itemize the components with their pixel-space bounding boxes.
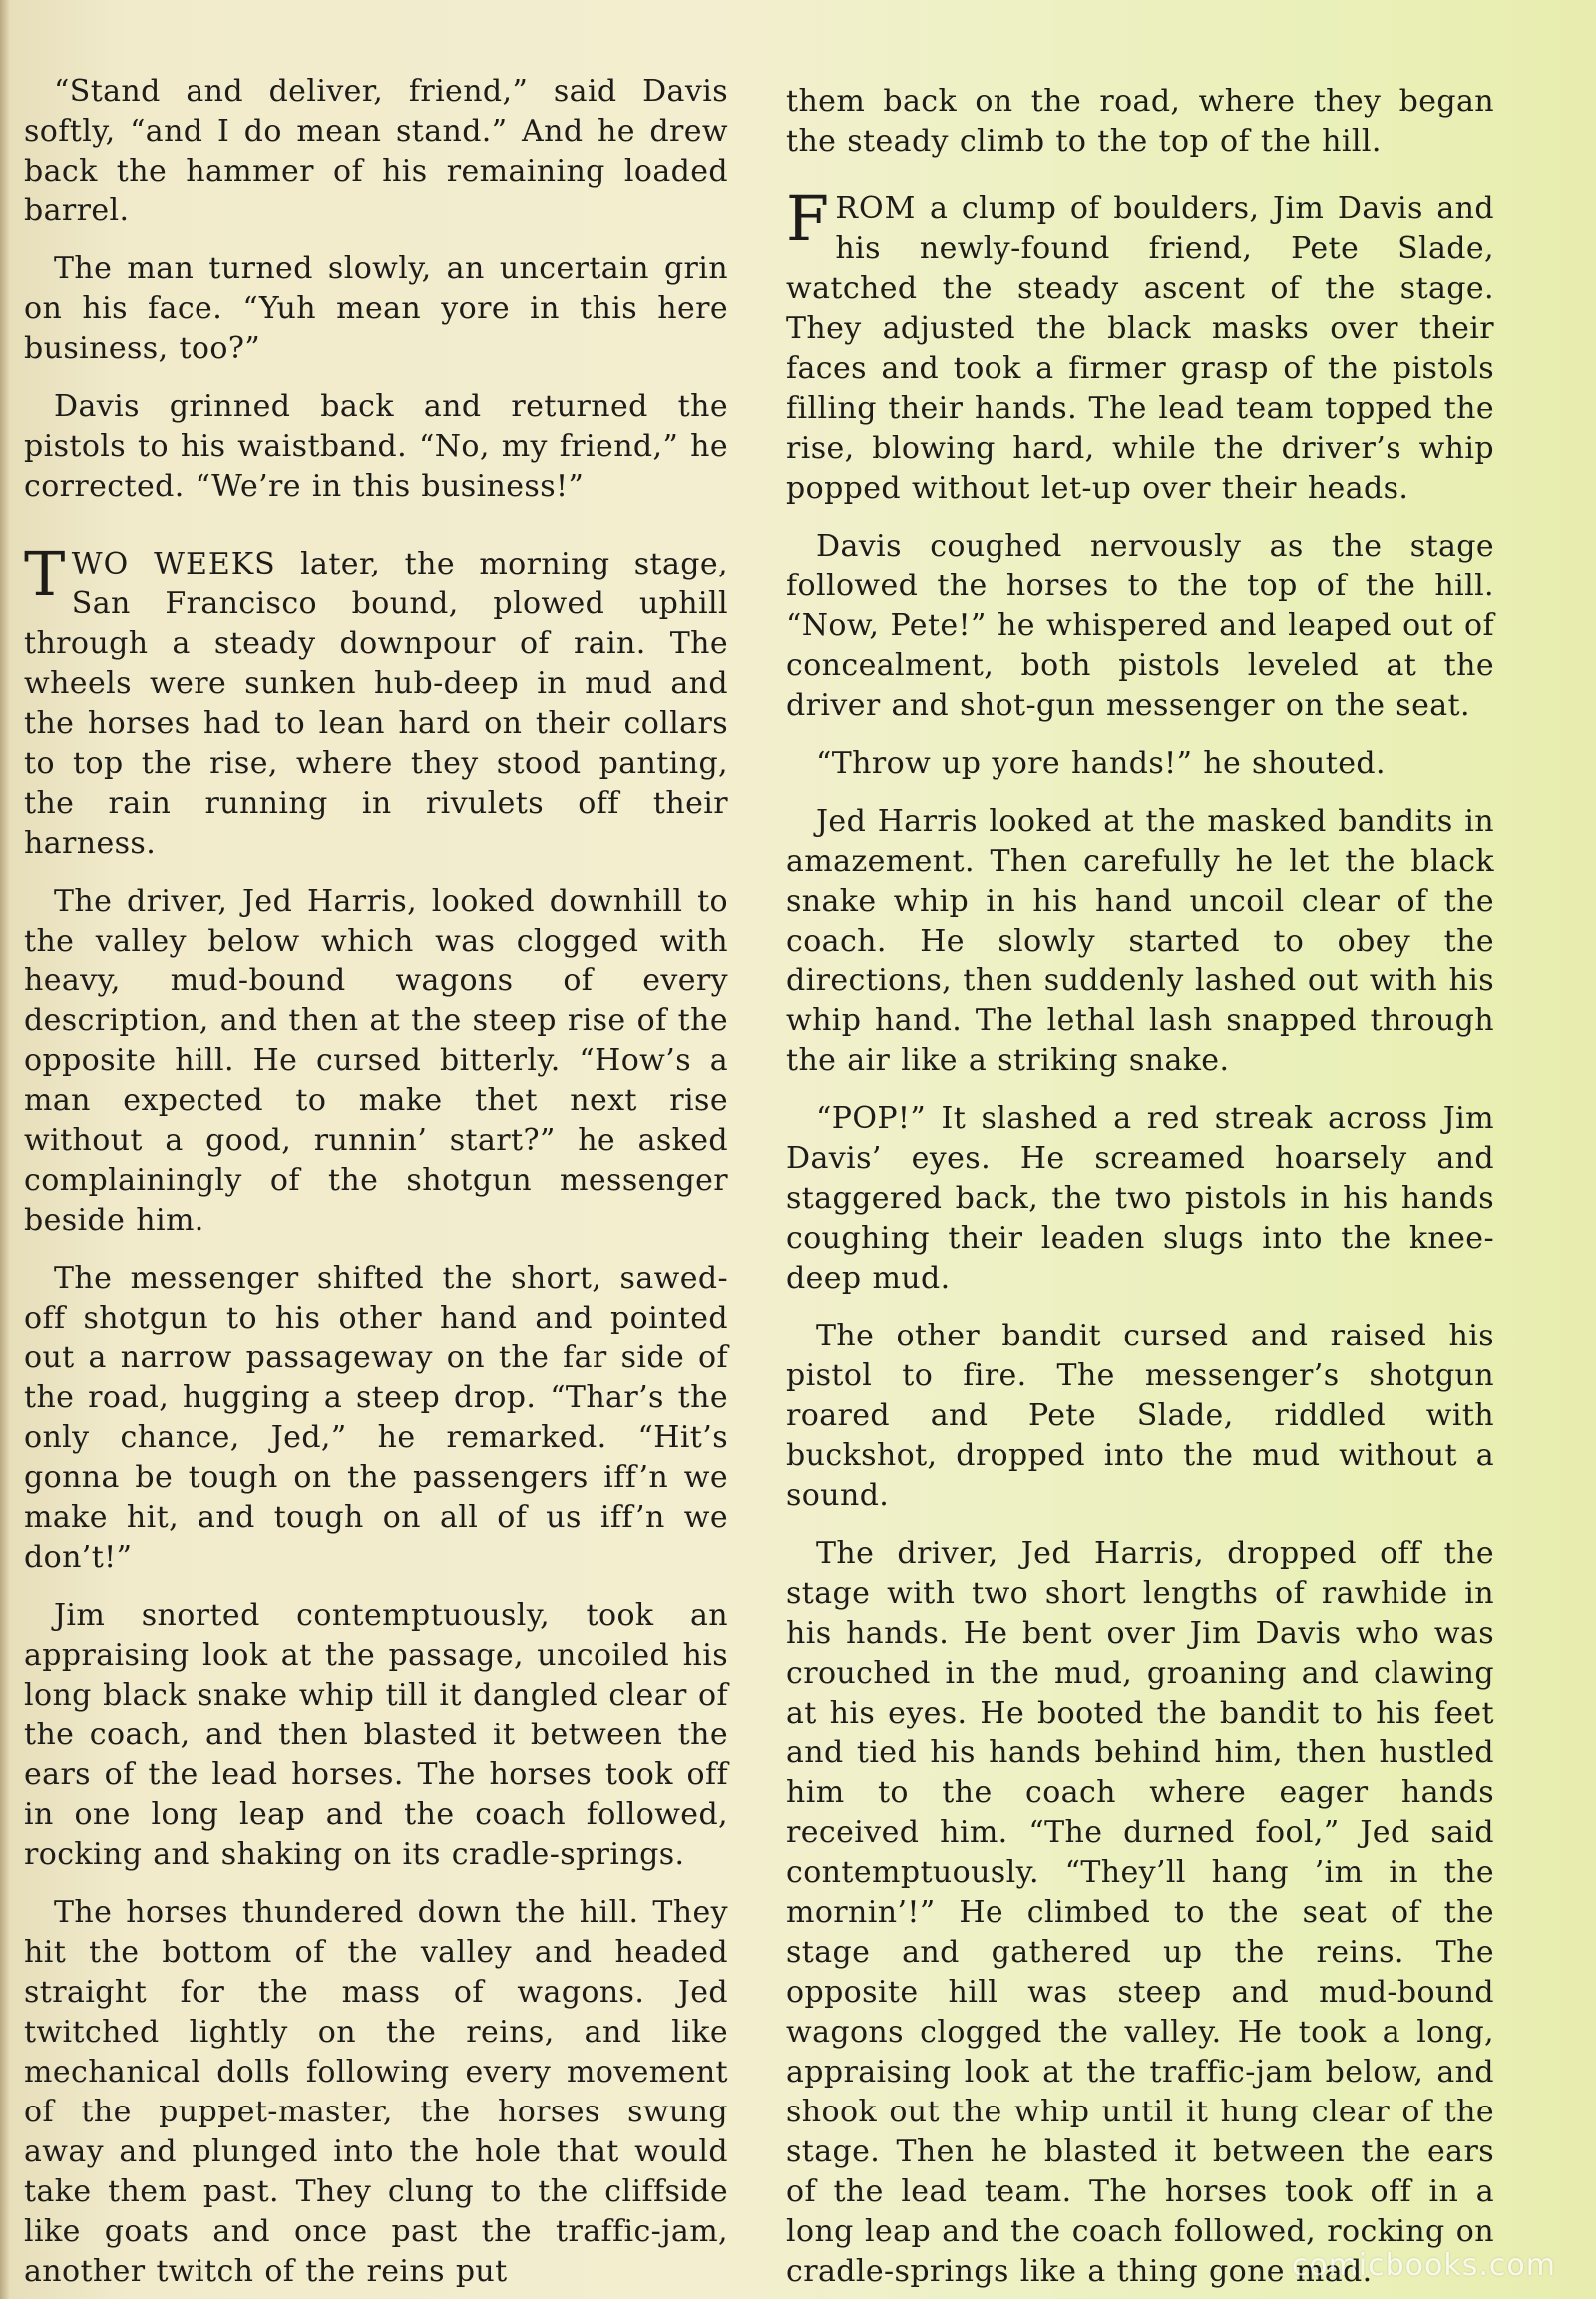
lead-in-text: WO WEEKS [71, 547, 276, 581]
paragraph: The messenger shifted the short, sawed-off shotgun to his other hand and pointed out a narrow passageway on the far side of the road, hugging a steep drop. “Thar’s the only chance, Jed,” he remarked. “Hit’s gonna be tough on the passengers iff’n we make hit, and tough on all of us iff’n we don’t!” [24, 1261, 728, 1575]
paragraph: Davis grinned back and returned the pistols to his waistband. “No, my friend,” he corrected. “We’re in this business!” [24, 389, 728, 504]
drop-cap: F [786, 183, 830, 255]
paragraph: “Stand and deliver, friend,” said Davis softly, “and I do mean stand.” And he drew back the hammer of his remaining loaded barrel. [24, 74, 728, 228]
left-column [24, 72, 728, 2299]
paragraph: Davis coughed nervously as the stage followed the horses to the top of the hill. “Now, Pete!” he whispered and leaped out of concealment, both pistols leveled at the driver and shot-gun messenger on the seat. [786, 529, 1494, 723]
paragraph: The driver, Jed Harris, looked downhill to the valley below which was clogged with heavy, mud-bound wagons of every description, and then at the steep rise of the opposite hill. He cursed bitterly. “How’s a man expected to make thet next rise without a good, runnin’ start?” he asked complainingly of the shotgun messenger beside him. [24, 884, 728, 1238]
paragraph: Jed Harris looked at the masked bandits in amazement. Then carefully he let the black snake whip in his hand uncoil clear of the coach. He slowly started to obey the directions, then suddenly lashed out with his whip hand. The lethal lash snapped through the air like a striking snake. [786, 804, 1494, 1078]
paragraph: “POP!” It slashed a red streak across Jim Davis’ eyes. He screamed hoarsely and staggered back, the two pistols in his hands coughing their leaden slugs into the knee-deep mud. [786, 1101, 1494, 1296]
section-paragraph [24, 538, 728, 864]
section-paragraph [786, 183, 1494, 509]
paragraph: The horses thundered down the hill. They hit the bottom of the valley and headed straight for the mass of wagons. Jed twitched lightly on the reins, and like mechanical dolls following every movement of the puppet-master, the horses swung away and plunged into the hole that would take them past. They clung to the cliffside like goats and once past the traffic-jam, another twitch of the reins put [24, 1895, 728, 2289]
paragraph: them back on the road, where they began the steady climb to the top of the hill. [786, 84, 1494, 159]
paragraph-text: later, the morning stage, San Francisco bound, plowed uphill through a steady downpour of rain. The wheels were sunken hub-deep in mud and the horses had to lean hard on their collars to top the rise, where they stood panting, the rain running in rivulets off their harness. [24, 547, 728, 861]
paragraph: The man turned slowly, an uncertain grin on his face. “Yuh mean yore in this here business, too?” [24, 251, 728, 366]
site-watermark: comicbooks.com [1291, 2248, 1556, 2283]
drop-cap: T [24, 538, 66, 610]
paragraph: The driver, Jed Harris, dropped off the stage with two short lengths of rawhide in his hands. He bent over Jim Davis who was crouched in the mud, groaning and clawing at his eyes. He booted the bandit to his feet and tied his hands behind him, then hustled him to the coach where eager hands received him. “The durned fool,” Jed said contemptuously. “They’ll hang ’im in the mornin’!” He climbed to the seat of the stage and gathered up the reins. The opposite hill was steep and mud-bound wagons clogged the valley. He took a long, appraising look at the traffic-jam below, and shook out the whip until it hung clear of the stage. Then he blasted it between the ears of the lead team. The horses took off in a long leap and the coach followed, rocking on cradle-springs like a thing gone mad. [786, 1536, 1494, 2289]
lead-in-text: ROM [835, 192, 917, 226]
paragraph: Jim snorted contemptuously, took an appraising look at the passage, uncoiled his long black snake whip till it dangled clear of the coach, and then blasted it between the ears of the lead horses. The horses took off in one long leap and the coach followed, rocking and shaking on its cradle-springs. [24, 1598, 728, 1872]
right-column [786, 82, 1494, 2299]
paragraph: “Throw up yore hands!” he shouted. [816, 746, 1386, 781]
paragraph: The other bandit cursed and raised his pistol to fire. The messenger’s shotgun roared and Pete Slade, riddled with buckshot, dropped into the mud without a sound. [786, 1319, 1494, 1513]
paragraph-text: a clump of boulders, Jim Davis and his newly-found friend, Pete Slade, watched the steady ascent of the stage. They adjusted the black masks over their faces and took a firmer grasp of the pistols filling their hands. The lead team topped the rise, blowing hard, while the driver’s whip popped without let-up over their heads. [786, 192, 1494, 506]
